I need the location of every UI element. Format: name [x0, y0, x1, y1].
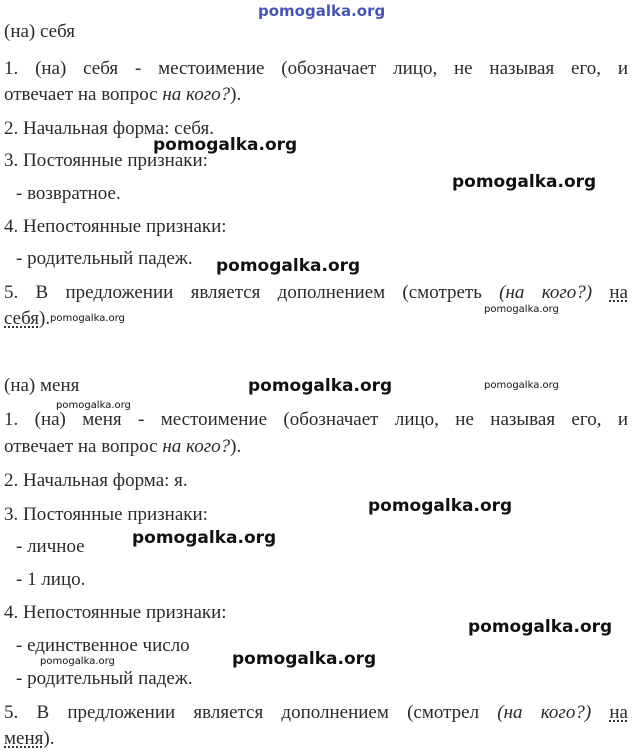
section2-p3-item2: - 1 лицо. [16, 569, 86, 590]
section1-p4-item1: - родительный падеж. [16, 248, 193, 269]
section2-p5-line2 [4, 728, 628, 750]
watermark: pomogalka.org [368, 496, 513, 516]
watermark-small: pomogalka.org [484, 304, 559, 315]
section1-question: на кого? [162, 84, 231, 105]
watermark-top: pomogalka.org [258, 2, 386, 20]
watermark-small: pomogalka.org [56, 400, 131, 411]
watermark: pomogalka.org [452, 172, 597, 192]
section1-heading: (на) себя [4, 21, 76, 42]
watermark: pomogalka.org [248, 376, 393, 396]
section2-p1-line2-end: ). [230, 436, 242, 457]
watermark-small: pomogalka.org [484, 380, 559, 391]
section1-p3: 3. Постоянные признаки: [4, 150, 208, 171]
section2-p5-text: 5. В предложении является дополнением (смотрел [4, 702, 498, 723]
section2-p5-line1 [4, 702, 628, 724]
watermark: pomogalka.org [468, 617, 613, 637]
section1-p4: 4. Непостоянные признаки: [4, 216, 227, 237]
section2-p3: 3. Постоянные признаки: [4, 504, 208, 525]
section1-p5-question: (на кого?) [499, 282, 593, 303]
section1-p5-end: ). [39, 308, 51, 329]
section2-question: на кого? [162, 436, 231, 457]
section2-p1-line2-text: отвечает на вопрос [4, 436, 163, 457]
section2-p3-item1: - личное [16, 536, 85, 557]
section2-p1-line1: 1. (на) меня - местоимение (обозначает лицо, не называя его, и [4, 409, 628, 430]
section2-p5-word: меня [4, 728, 44, 749]
section2-heading: (на) меня [4, 375, 80, 396]
watermark-small: pomogalka.org [40, 656, 115, 667]
watermark: pomogalka.org [232, 649, 377, 669]
section2-p1-line2 [4, 436, 628, 458]
section2-p4-item1: - единственное число [16, 635, 190, 656]
section1-p2: 2. Начальная форма: себя. [4, 118, 214, 139]
section2-p4: 4. Непостоянные признаки: [4, 602, 227, 623]
watermark-small: pomogalka.org [50, 313, 125, 324]
section1-p1-line2-text: отвечает на вопрос [4, 84, 163, 105]
section2-p2: 2. Начальная форма: я. [4, 470, 188, 491]
section1-p1-line1: 1. (на) себя - местоимение (обозначает лицо, не называя его, и [4, 58, 628, 79]
watermark: pomogalka.org [132, 528, 277, 548]
section1-p5-na: на [609, 282, 628, 303]
watermark: pomogalka.org [153, 135, 298, 155]
section1-p1-line2-end: ). [230, 84, 242, 105]
section1-p5-text: 5. В предложении является дополнением (смотреть [4, 282, 500, 303]
section1-p3-item1: - возвратное. [16, 183, 121, 204]
watermark: pomogalka.org [216, 256, 361, 276]
section2-p5-end: ). [43, 728, 55, 749]
section1-p1-line2 [4, 84, 628, 106]
section2-p5-na: на [609, 702, 628, 723]
section1-p5-word: себя [4, 308, 40, 329]
section2-p4-item2: - родительный падеж. [16, 668, 193, 689]
section2-p5-question: (на кого?) [497, 702, 592, 723]
section1-p5-line1 [4, 282, 628, 304]
